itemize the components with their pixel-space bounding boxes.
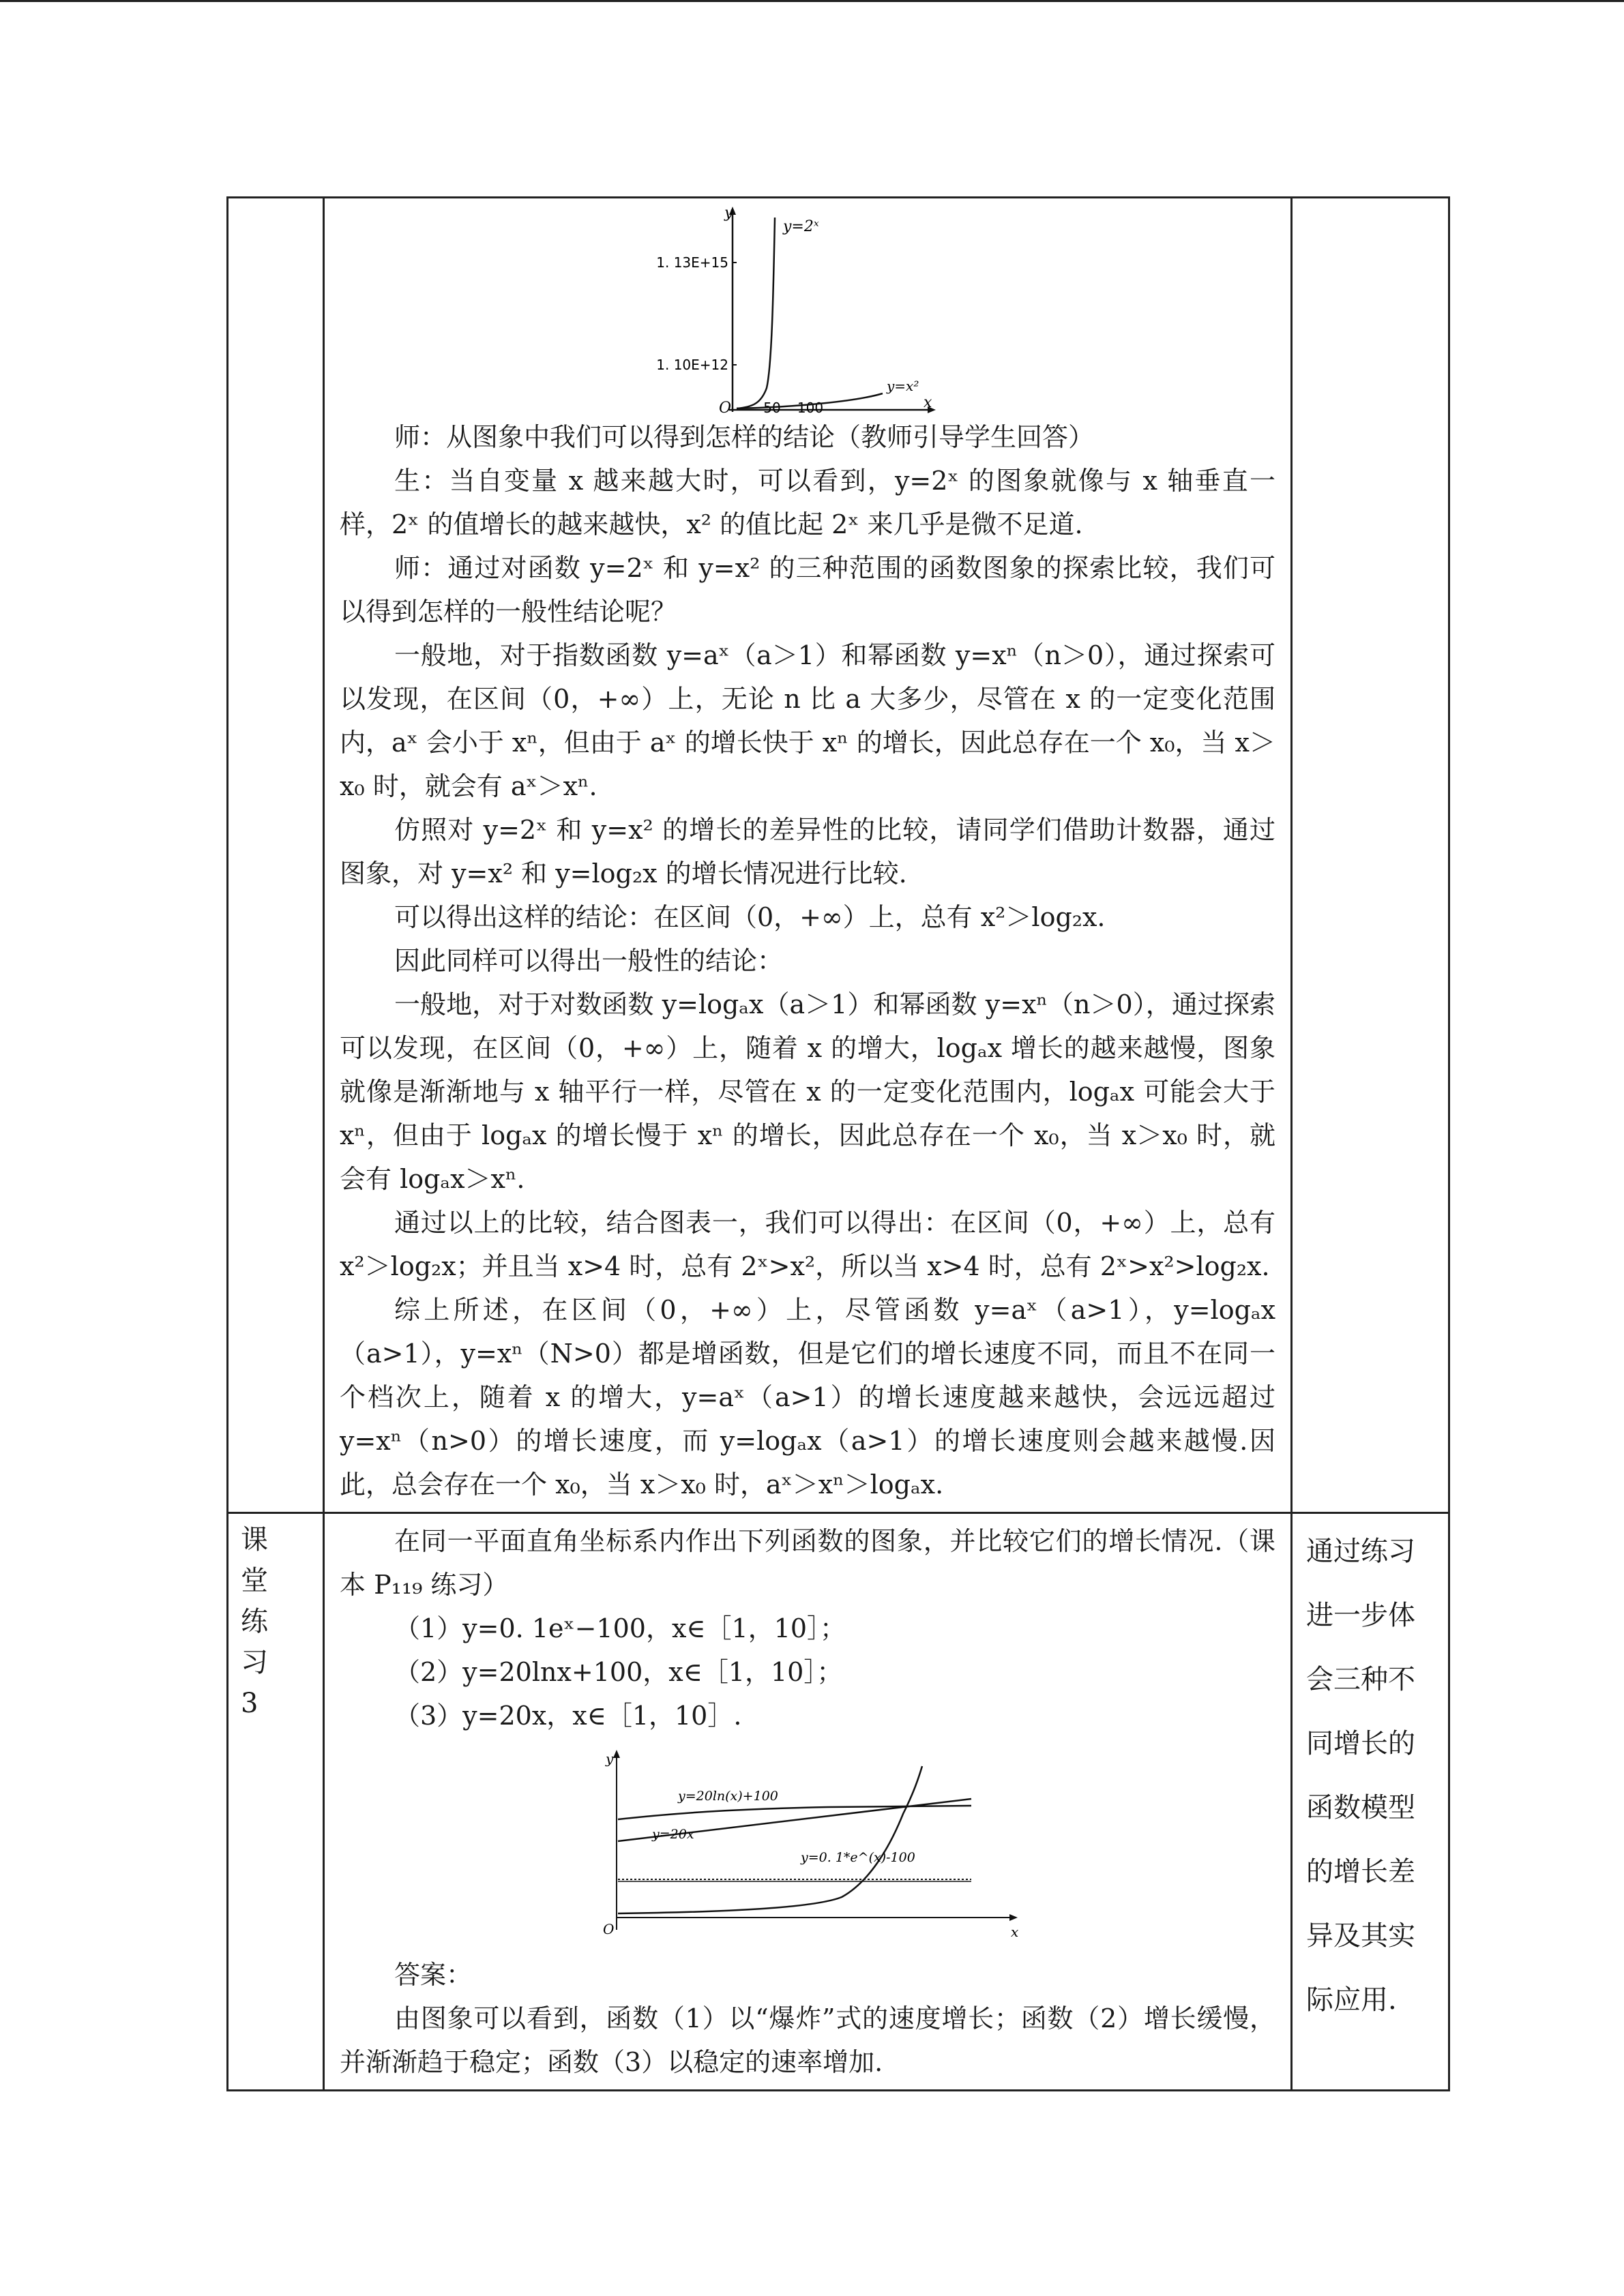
note-line: 进一步体: [1306, 1600, 1415, 1631]
practice-item: （2）y=20lnx+100，x∈［1，10］；: [394, 1657, 843, 1687]
label-char: 练: [241, 1606, 268, 1637]
answer-label: 答案：: [394, 1960, 473, 1990]
paragraph: 综上所述，在区间（0，+∞）上，尽管函数 y=aˣ（a>1），y=logₐx（a>1），y=xⁿ（N>0）都是增函数，但是它们的增长速度不同，而且不在同一个档次上，随着 x 的增大，y=aˣ（a>1）的增长速度越来越快，会远远超过 y=xⁿ（n>0）的增长速度，而 y=logₐx（a>1）的增长速度则会越来越慢.因此，总会存在一个 x₀，当 x＞x₀ 时，aˣ＞xⁿ＞logₐx.: [340, 1295, 1275, 1500]
paragraph: 通过以上的比较，结合图表一，我们可以得出：在区间（0，+∞）上，总有 x²＞log₂x；并且当 x>4 时，总有 2ˣ>x²，所以当 x>4 时，总有 2ˣ>x²>log₂x.: [340, 1208, 1275, 1281]
origin-label: O: [603, 1921, 615, 1937]
note-cell-empty: [1292, 198, 1449, 1513]
note-line: 异及其实: [1306, 1920, 1415, 1952]
note-line: 通过练习: [1306, 1536, 1415, 1567]
content-cell: [324, 198, 1292, 1513]
practice-label: [228, 1514, 323, 1724]
paragraph: 生：当自变量 x 越来越大时，可以看到，y=2ˣ 的图象就像与 x 轴垂直一样，2ˣ 的值增长的越来越快，x² 的值比起 2ˣ 来几乎是微不足道.: [340, 466, 1275, 539]
curve-exp: [737, 218, 775, 408]
ytick-low: 1. 10E+12: [656, 357, 728, 373]
practice-item: （3）y=20x，x∈［1，10］.: [394, 1701, 742, 1731]
curve-exponential-label: y=0. 1*e^(x)-100: [801, 1850, 915, 1865]
label-char: 课: [241, 1524, 268, 1555]
table-row: [228, 1513, 1449, 2091]
note-line: 同增长的: [1306, 1728, 1415, 1759]
practice-intro: 在同一平面直角坐标系内作出下列函数的图象，并比较它们的增长情况.（课本 P₁₁₉ 练习）: [340, 1526, 1275, 1600]
note-line: 际应用.: [1306, 1984, 1397, 2016]
paragraph: 仿照对 y=2ˣ 和 y=x² 的增长的差异性的比较，请同学们借助计数器，通过图象，对 y=x² 和 y=log₂x 的增长情况进行比较.: [340, 815, 1275, 889]
stage-cell-practice: [228, 1513, 324, 2091]
note-line: 函数模型: [1306, 1792, 1415, 1823]
paragraph: 一般地，对于指数函数 y=aˣ（a＞1）和幂函数 y=xⁿ（n＞0），通过探索可以发现，在区间（0，+∞）上，无论 n 比 a 大多少，尽管在 x 的一定变化范围内，aˣ 会小于 xⁿ，但由于 aˣ 的增长快于 xⁿ 的增长，因此总存在一个 x₀，当 x＞x₀ 时，就会有 aˣ＞xⁿ.: [340, 640, 1275, 801]
practice-content-cell: [324, 1513, 1292, 2091]
practice-note: [1293, 1514, 1448, 2032]
ytick-high: 1. 13E+15: [656, 254, 728, 271]
practice-note-cell: [1292, 1513, 1449, 2091]
curve-square-label: y=x²: [887, 378, 919, 394]
y-axis-arrow: [613, 1750, 620, 1758]
top-rule: [0, 0, 1624, 2]
paragraph: 可以得出这样的结论：在区间（0，+∞）上，总有 x²＞log₂x.: [394, 902, 1106, 932]
growth-comparison-graph: [589, 1746, 1026, 1943]
note-line: 的增长差: [1306, 1856, 1415, 1888]
lesson-table: [226, 196, 1450, 2091]
label-char: 堂: [241, 1565, 268, 1596]
exp-vs-square-graph: [656, 204, 944, 417]
stage-cell-empty: [228, 198, 324, 1513]
label-char: 3: [241, 1688, 259, 1719]
table-row: [228, 198, 1449, 1513]
paragraph: 一般地，对于对数函数 y=logₐx（a＞1）和幂函数 y=xⁿ（n＞0），通过探索可以发现，在区间（0，+∞）上，随着 x 的增大，logₐx 增长的越来越慢，图象就像是渐渐地与 x 轴平行一样，尽管在 x 的一定变化范围内，logₐx 可能会大于 xⁿ，但由于 logₐx 的增长慢于 xⁿ 的增长，因此总存在一个 x₀，当 x＞x₀ 时，就会有 logₐx＞xⁿ.: [340, 989, 1275, 1194]
note-line: 会三种不: [1306, 1664, 1415, 1695]
practice-item: （1）y=0. 1eˣ−100，x∈［1，10］；: [394, 1613, 846, 1643]
y-axis-label: y: [606, 1750, 614, 1767]
x-axis-arrow: [1009, 1914, 1018, 1921]
curve-ln: [618, 1806, 971, 1819]
paragraph: 因此同样可以得出一般性的结论：: [394, 946, 784, 976]
x-axis-label: x: [1011, 1924, 1019, 1940]
curve-linear-label: y=20x: [652, 1827, 694, 1842]
curve-ln-label: y=20ln(x)+100: [678, 1789, 778, 1804]
answer-text: 由图象可以看到，函数（1）以“爆炸”式的速度增长；函数（2）增长缓慢，并渐渐趋于稳定；函数（3）以稳定的速率增加.: [340, 2003, 1275, 2077]
xtick-50: 50: [763, 400, 781, 416]
origin-label: O: [719, 400, 732, 417]
label-char: 习: [241, 1647, 268, 1678]
x-axis-label: x: [924, 394, 932, 411]
xtick-100: 100: [797, 400, 824, 416]
curve-exp-label: y=2ˣ: [783, 218, 819, 235]
paragraph: 师：通过对函数 y=2ˣ 和 y=x² 的三种范围的函数图象的探索比较，我们可以得到怎样的一般性结论呢？: [340, 553, 1275, 627]
y-axis-label: y: [724, 205, 733, 222]
paragraph: 师：从图象中我们可以得到怎样的结论（教师引导学生回答）: [394, 422, 1095, 452]
